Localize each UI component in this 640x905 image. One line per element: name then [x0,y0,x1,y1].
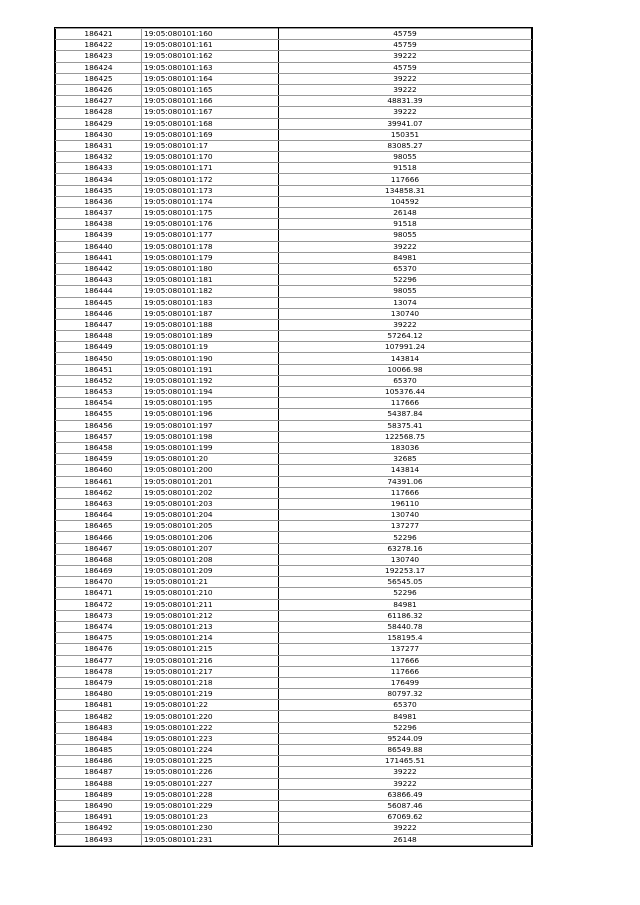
row-number-cell: 186461 [56,476,142,487]
table-row [56,633,532,644]
cadastral-number-cell: 19:05:080101:212 [142,610,279,621]
row-number-cell: 186448 [56,331,142,342]
value-cell: 58375.41 [279,420,532,431]
cadastral-number-cell: 19:05:080101:191 [142,364,279,375]
table-row [56,756,532,767]
table-row [56,219,532,230]
table-row [56,196,532,207]
table-row [56,532,532,543]
value-cell: 52296 [279,588,532,599]
value-cell: 58440.78 [279,621,532,632]
table-row [56,375,532,386]
table-row [56,722,532,733]
row-number-cell: 186446 [56,308,142,319]
value-cell: 65370 [279,375,532,386]
value-cell: 98055 [279,286,532,297]
value-cell: 39222 [279,319,532,330]
value-cell: 98055 [279,230,532,241]
table-row [56,689,532,700]
cadastral-number-cell: 19:05:080101:176 [142,219,279,230]
cadastral-number-cell: 19:05:080101:197 [142,420,279,431]
value-cell: 56545.05 [279,577,532,588]
row-number-cell: 186439 [56,230,142,241]
cadastral-number-cell: 19:05:080101:227 [142,778,279,789]
row-number-cell: 186453 [56,387,142,398]
row-number-cell: 186491 [56,812,142,823]
cadastral-number-cell: 19:05:080101:207 [142,543,279,554]
cadastral-number-cell: 19:05:080101:169 [142,129,279,140]
cadastral-number-cell: 19:05:080101:214 [142,633,279,644]
table-row [56,286,532,297]
value-cell: 130740 [279,510,532,521]
table-row [56,241,532,252]
table-row [56,577,532,588]
row-number-cell: 186431 [56,140,142,151]
row-number-cell: 186456 [56,420,142,431]
cadastral-number-cell: 19:05:080101:208 [142,554,279,565]
row-number-cell: 186458 [56,442,142,453]
cadastral-number-cell: 19:05:080101:181 [142,275,279,286]
value-cell: 104592 [279,196,532,207]
cadastral-number-cell: 19:05:080101:187 [142,308,279,319]
value-cell: 143814 [279,465,532,476]
table-row [56,487,532,498]
table-row [56,140,532,151]
value-cell: 39941.07 [279,118,532,129]
cadastral-number-cell: 19:05:080101:178 [142,241,279,252]
value-cell: 52296 [279,275,532,286]
row-number-cell: 186438 [56,219,142,230]
cadastral-number-cell: 19:05:080101:173 [142,185,279,196]
table-row [56,51,532,62]
table-row [56,442,532,453]
data-table [55,28,532,846]
row-number-cell: 186465 [56,521,142,532]
value-cell: 39222 [279,823,532,834]
row-number-cell: 186474 [56,621,142,632]
row-number-cell: 186473 [56,610,142,621]
row-number-cell: 186486 [56,756,142,767]
value-cell: 57264.12 [279,331,532,342]
row-number-cell: 186479 [56,677,142,688]
cadastral-number-cell: 19:05:080101:213 [142,621,279,632]
value-cell: 74391.06 [279,476,532,487]
table-row [56,677,532,688]
row-number-cell: 186445 [56,297,142,308]
cadastral-number-cell: 19:05:080101:172 [142,174,279,185]
table-row [56,331,532,342]
value-cell: 84981 [279,599,532,610]
cadastral-number-cell: 19:05:080101:210 [142,588,279,599]
value-cell: 130740 [279,308,532,319]
row-number-cell: 186435 [56,185,142,196]
value-cell: 137277 [279,644,532,655]
cadastral-number-cell: 19:05:080101:228 [142,789,279,800]
cadastral-number-cell: 19:05:080101:222 [142,722,279,733]
table-row [56,129,532,140]
table-row [56,789,532,800]
table-row [56,431,532,442]
value-cell: 39222 [279,107,532,118]
cadastral-number-cell: 19:05:080101:205 [142,521,279,532]
table-row [56,454,532,465]
cadastral-number-cell: 19:05:080101:218 [142,677,279,688]
row-number-cell: 186476 [56,644,142,655]
table-row [56,387,532,398]
row-number-cell: 186429 [56,118,142,129]
table-row [56,644,532,655]
value-cell: 26148 [279,834,532,845]
value-cell: 48831.39 [279,96,532,107]
row-number-cell: 186455 [56,409,142,420]
table-row [56,29,532,40]
table-row [56,398,532,409]
cadastral-number-cell: 19:05:080101:20 [142,454,279,465]
table-row [56,610,532,621]
table-row [56,543,532,554]
cadastral-number-cell: 19:05:080101:164 [142,73,279,84]
row-number-cell: 186454 [56,398,142,409]
value-cell: 134858.31 [279,185,532,196]
row-number-cell: 186466 [56,532,142,543]
row-number-cell: 186469 [56,566,142,577]
row-number-cell: 186428 [56,107,142,118]
value-cell: 39222 [279,767,532,778]
value-cell: 63866.49 [279,789,532,800]
value-cell: 158195.4 [279,633,532,644]
cadastral-number-cell: 19:05:080101:219 [142,689,279,700]
cadastral-number-cell: 19:05:080101:170 [142,152,279,163]
cadastral-number-cell: 19:05:080101:23 [142,812,279,823]
cadastral-number-cell: 19:05:080101:183 [142,297,279,308]
table-row [56,107,532,118]
value-cell: 117666 [279,655,532,666]
value-cell: 98055 [279,152,532,163]
value-cell: 86549.88 [279,745,532,756]
table-row [56,521,532,532]
cadastral-number-cell: 19:05:080101:17 [142,140,279,151]
row-number-cell: 186421 [56,29,142,40]
row-number-cell: 186478 [56,666,142,677]
table-row [56,599,532,610]
row-number-cell: 186433 [56,163,142,174]
row-number-cell: 186467 [56,543,142,554]
row-number-cell: 186460 [56,465,142,476]
row-number-cell: 186487 [56,767,142,778]
cadastral-number-cell: 19:05:080101:22 [142,700,279,711]
row-number-cell: 186452 [56,375,142,386]
data-table-body [56,29,532,846]
cadastral-number-cell: 19:05:080101:189 [142,331,279,342]
cadastral-number-cell: 19:05:080101:179 [142,252,279,263]
table-row [56,621,532,632]
cadastral-number-cell: 19:05:080101:190 [142,353,279,364]
row-number-cell: 186481 [56,700,142,711]
value-cell: 39222 [279,241,532,252]
cadastral-number-cell: 19:05:080101:165 [142,84,279,95]
value-cell: 107991.24 [279,342,532,353]
row-number-cell: 186484 [56,733,142,744]
value-cell: 130740 [279,554,532,565]
value-cell: 67069.62 [279,812,532,823]
row-number-cell: 186451 [56,364,142,375]
cadastral-number-cell: 19:05:080101:229 [142,800,279,811]
value-cell: 91518 [279,163,532,174]
cadastral-number-cell: 19:05:080101:223 [142,733,279,744]
row-number-cell: 186459 [56,454,142,465]
value-cell: 83085.27 [279,140,532,151]
value-cell: 39222 [279,51,532,62]
table-row [56,308,532,319]
cadastral-number-cell: 19:05:080101:195 [142,398,279,409]
value-cell: 143814 [279,353,532,364]
table-row [56,152,532,163]
table-row [56,364,532,375]
table-row [56,420,532,431]
table-row [56,498,532,509]
value-cell: 84981 [279,252,532,263]
value-cell: 91518 [279,219,532,230]
value-cell: 39222 [279,84,532,95]
row-number-cell: 186434 [56,174,142,185]
cadastral-number-cell: 19:05:080101:196 [142,409,279,420]
row-number-cell: 186480 [56,689,142,700]
cadastral-number-cell: 19:05:080101:225 [142,756,279,767]
table-row [56,823,532,834]
row-number-cell: 186468 [56,554,142,565]
table-row [56,733,532,744]
table-row [56,73,532,84]
cadastral-number-cell: 19:05:080101:167 [142,107,279,118]
row-number-cell: 186440 [56,241,142,252]
value-cell: 26148 [279,208,532,219]
cadastral-number-cell: 19:05:080101:226 [142,767,279,778]
cadastral-number-cell: 19:05:080101:21 [142,577,279,588]
row-number-cell: 186470 [56,577,142,588]
cadastral-number-cell: 19:05:080101:160 [142,29,279,40]
cadastral-number-cell: 19:05:080101:19 [142,342,279,353]
table-row [56,40,532,51]
table-row [56,62,532,73]
value-cell: 65370 [279,700,532,711]
cadastral-number-cell: 19:05:080101:211 [142,599,279,610]
cadastral-number-cell: 19:05:080101:231 [142,834,279,845]
cadastral-number-cell: 19:05:080101:177 [142,230,279,241]
table-row [56,319,532,330]
value-cell: 192253.17 [279,566,532,577]
cadastral-number-cell: 19:05:080101:182 [142,286,279,297]
row-number-cell: 186430 [56,129,142,140]
cadastral-number-cell: 19:05:080101:174 [142,196,279,207]
row-number-cell: 186485 [56,745,142,756]
value-cell: 171465.51 [279,756,532,767]
row-number-cell: 186493 [56,834,142,845]
row-number-cell: 186443 [56,275,142,286]
cadastral-number-cell: 19:05:080101:199 [142,442,279,453]
table-row [56,84,532,95]
table-row [56,208,532,219]
row-number-cell: 186450 [56,353,142,364]
cadastral-number-cell: 19:05:080101:161 [142,40,279,51]
table-row [56,655,532,666]
row-number-cell: 186492 [56,823,142,834]
row-number-cell: 186462 [56,487,142,498]
table-row [56,353,532,364]
table-row [56,588,532,599]
table-row [56,554,532,565]
table-row [56,118,532,129]
table-row [56,342,532,353]
value-cell: 117666 [279,487,532,498]
value-cell: 13074 [279,297,532,308]
row-number-cell: 186447 [56,319,142,330]
value-cell: 10066.98 [279,364,532,375]
row-number-cell: 186483 [56,722,142,733]
table-row [56,812,532,823]
table-row [56,778,532,789]
cadastral-number-cell: 19:05:080101:217 [142,666,279,677]
row-number-cell: 186471 [56,588,142,599]
cadastral-number-cell: 19:05:080101:163 [142,62,279,73]
value-cell: 56087.46 [279,800,532,811]
table-row [56,275,532,286]
table-row [56,711,532,722]
value-cell: 45759 [279,62,532,73]
value-cell: 32685 [279,454,532,465]
cadastral-number-cell: 19:05:080101:204 [142,510,279,521]
row-number-cell: 186490 [56,800,142,811]
cadastral-number-cell: 19:05:080101:230 [142,823,279,834]
value-cell: 117666 [279,398,532,409]
value-cell: 65370 [279,263,532,274]
row-number-cell: 186425 [56,73,142,84]
cadastral-number-cell: 19:05:080101:162 [142,51,279,62]
value-cell: 117666 [279,174,532,185]
table-row [56,263,532,274]
cadastral-number-cell: 19:05:080101:202 [142,487,279,498]
row-number-cell: 186442 [56,263,142,274]
row-number-cell: 186475 [56,633,142,644]
cadastral-number-cell: 19:05:080101:175 [142,208,279,219]
row-number-cell: 186472 [56,599,142,610]
value-cell: 80797.32 [279,689,532,700]
cadastral-number-cell: 19:05:080101:166 [142,96,279,107]
row-number-cell: 186422 [56,40,142,51]
cadastral-number-cell: 19:05:080101:220 [142,711,279,722]
row-number-cell: 186426 [56,84,142,95]
cadastral-number-cell: 19:05:080101:200 [142,465,279,476]
value-cell: 54387.84 [279,409,532,420]
value-cell: 52296 [279,532,532,543]
value-cell: 61186.32 [279,610,532,621]
value-cell: 45759 [279,29,532,40]
table-row [56,745,532,756]
table-row [56,185,532,196]
cadastral-number-cell: 19:05:080101:194 [142,387,279,398]
table-row [56,510,532,521]
cadastral-number-cell: 19:05:080101:206 [142,532,279,543]
value-cell: 39222 [279,778,532,789]
table-row [56,163,532,174]
value-cell: 176499 [279,677,532,688]
cadastral-number-cell: 19:05:080101:192 [142,375,279,386]
cadastral-number-cell: 19:05:080101:216 [142,655,279,666]
cadastral-number-cell: 19:05:080101:203 [142,498,279,509]
value-cell: 52296 [279,722,532,733]
row-number-cell: 186423 [56,51,142,62]
value-cell: 63278.16 [279,543,532,554]
cadastral-number-cell: 19:05:080101:209 [142,566,279,577]
row-number-cell: 186464 [56,510,142,521]
table-row [56,409,532,420]
value-cell: 150351 [279,129,532,140]
value-cell: 84981 [279,711,532,722]
cadastral-number-cell: 19:05:080101:201 [142,476,279,487]
row-number-cell: 186432 [56,152,142,163]
value-cell: 183036 [279,442,532,453]
table-row [56,297,532,308]
row-number-cell: 186477 [56,655,142,666]
cadastral-number-cell: 19:05:080101:171 [142,163,279,174]
row-number-cell: 186457 [56,431,142,442]
table-row [56,666,532,677]
value-cell: 105376.44 [279,387,532,398]
row-number-cell: 186424 [56,62,142,73]
row-number-cell: 186441 [56,252,142,263]
table-row [56,174,532,185]
value-cell: 39222 [279,73,532,84]
cadastral-number-cell: 19:05:080101:198 [142,431,279,442]
cadastral-number-cell: 19:05:080101:180 [142,263,279,274]
table-row [56,800,532,811]
table-row [56,465,532,476]
value-cell: 117666 [279,666,532,677]
cadastral-number-cell: 19:05:080101:224 [142,745,279,756]
value-cell: 196110 [279,498,532,509]
row-number-cell: 186489 [56,789,142,800]
value-cell: 95244.09 [279,733,532,744]
row-number-cell: 186444 [56,286,142,297]
table-row [56,96,532,107]
cadastral-number-cell: 19:05:080101:168 [142,118,279,129]
table-row [56,566,532,577]
row-number-cell: 186427 [56,96,142,107]
row-number-cell: 186436 [56,196,142,207]
value-cell: 122568.75 [279,431,532,442]
row-number-cell: 186449 [56,342,142,353]
row-number-cell: 186482 [56,711,142,722]
value-cell: 45759 [279,40,532,51]
row-number-cell: 186488 [56,778,142,789]
row-number-cell: 186437 [56,208,142,219]
table-row [56,476,532,487]
table-row [56,767,532,778]
row-number-cell: 186463 [56,498,142,509]
cadastral-number-cell: 19:05:080101:215 [142,644,279,655]
table-row [56,700,532,711]
cadastral-number-cell: 19:05:080101:188 [142,319,279,330]
table-row [56,252,532,263]
table-row [56,834,532,845]
value-cell: 137277 [279,521,532,532]
table-row [56,230,532,241]
